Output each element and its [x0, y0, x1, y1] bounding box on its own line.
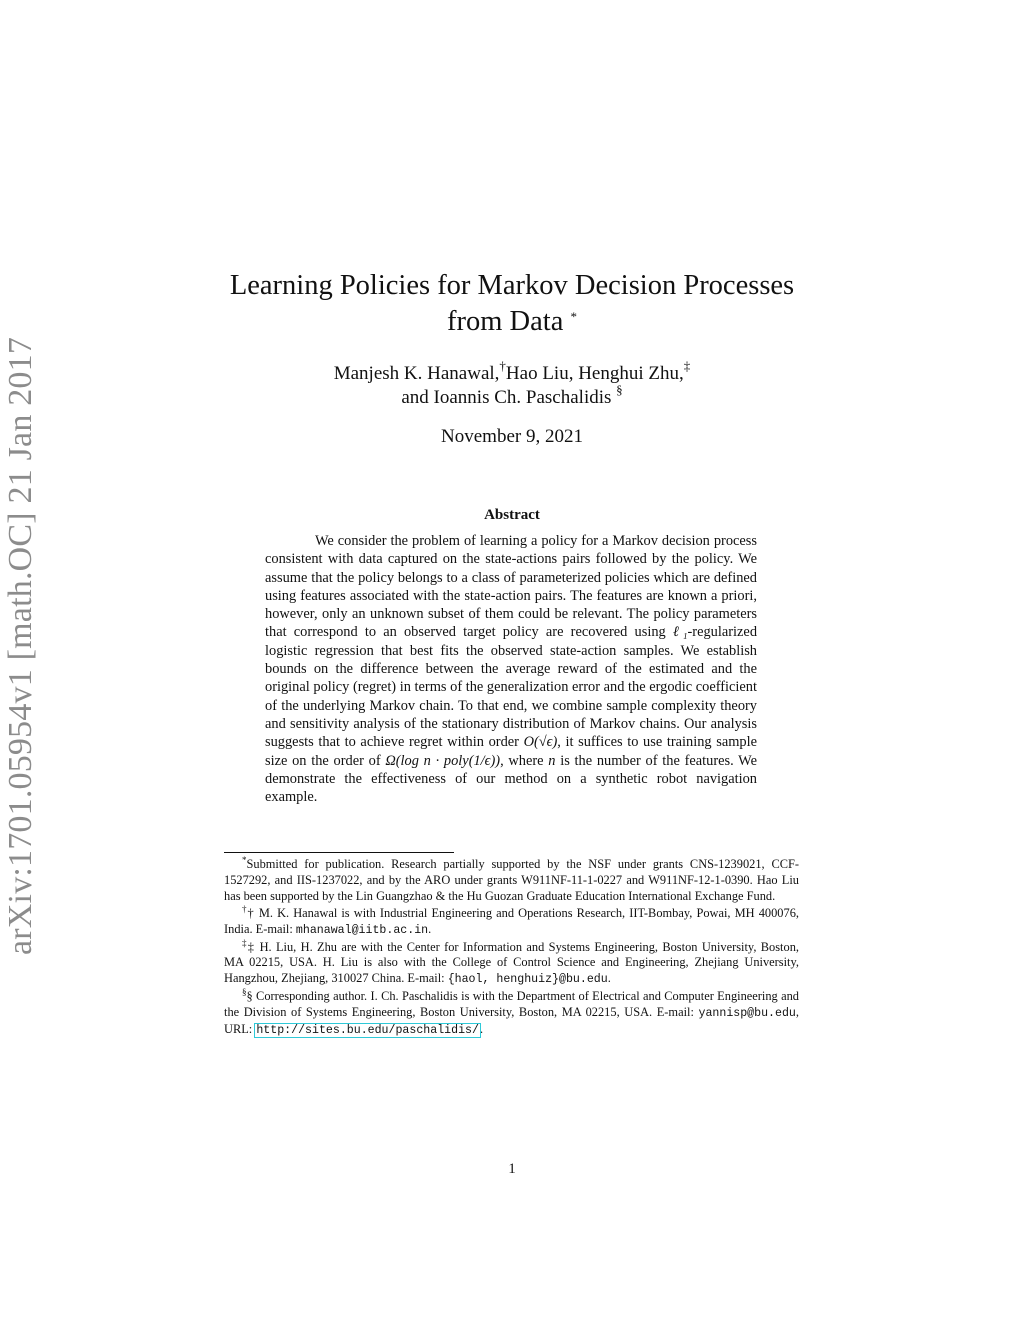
- ell1-symbol: ℓ₁: [672, 624, 688, 641]
- abstract-text-2: -regularized logistic regression that best fits the observed state-action samples. We establish bounds on the difference between the average reward of the estimated and the original policy (regret) in terms of the generalization error and the ergodic coefficient of the underlying Markov chain. To that end, we combine sample complexity theory and sensitivity analysis of the stationary distribution of Markov chains. Our analysis suggests that to achieve regret within order: [265, 624, 758, 751]
- footnote-text: Submitted for publication. Research partially supported by the NSF under grants CNS-1239021, CCF-1527292, and IIS-1237022, and by the ARO under grants W911NF-11-1-0227 and W911NF-12-1-0390. Hao Liu has been supported by the Lin Guangzhao & the Hu Guozan Graduate Education International Exchange Fund.: [224, 857, 799, 903]
- footnote-text: § Corresponding author. I. Ch. Paschalidis is with the Department of Electrical and Computer Engineering and the Division of Systems Engineering, Boston University, Boston, MA 02215, USA. E-mail:: [224, 989, 799, 1020]
- abstract-text-1: We consider the problem of learning a policy for a Markov decision process consistent with data captured on the state-actions pairs followed by the policy. We assume that the policy belongs to a class of parameterized policies which are defined using features associated with the state-action pairs. The features are known a priori, however, only an unknown subset of them could be relevant. The policy parameters that correspond to an observed target policy are recovered using: [265, 533, 757, 641]
- dagger-marker: †: [499, 358, 506, 373]
- abstract-heading: Abstract: [484, 507, 540, 523]
- author-paschalidis: and Ioannis Ch. Paschalidis: [401, 387, 612, 408]
- footnote-end: .: [428, 921, 432, 936]
- footnote-end: .: [607, 971, 611, 986]
- footnotes: [224, 857, 799, 1040]
- footnote-mark: ‡: [242, 937, 248, 948]
- email-liu-zhu[interactable]: {haol, henghuiz}@bu.edu: [447, 973, 608, 987]
- footnote-hanawal: [224, 903, 799, 939]
- email-paschalidis[interactable]: yannisp@bu.edu: [698, 1007, 796, 1021]
- footnote-text: † M. K. Hanawal is with Industrial Engineering and Operations Research, IIT-Bombay, Powai, MH 400076, India. E-mail:: [224, 905, 799, 936]
- footnote-end: .: [479, 1022, 484, 1037]
- footnote-mark: †: [242, 903, 248, 914]
- big-o-expression: O(√ϵ): [523, 734, 558, 751]
- homepage-link[interactable]: http://sites.bu.edu/paschalidis/: [256, 1024, 479, 1038]
- footnote-mark: *: [242, 855, 247, 865]
- footnote-divider: [224, 852, 454, 853]
- title-line-2: from Data: [447, 306, 564, 337]
- abstract-body: [265, 532, 757, 806]
- email-hanawal[interactable]: mhanawal@iitb.ac.in: [295, 923, 429, 937]
- paper-title: [200, 268, 824, 340]
- page-number: 1: [508, 1161, 516, 1177]
- paper-date: November 9, 2021: [441, 426, 583, 447]
- section-marker: §: [616, 382, 623, 397]
- footnote-paschalidis: [224, 989, 799, 1039]
- author-liu-zhu: Hao Liu, Henghui Zhu,: [505, 363, 684, 384]
- footnote-liu-zhu: [224, 937, 799, 989]
- abstract-text-5: is the number of the features. We demonstrate the effectiveness of our method on a synthetic robot navigation example.: [265, 752, 757, 806]
- arxiv-stamp: arXiv:1701.05954v1 [math.OC] 21 Jan 2017: [2, 336, 39, 956]
- omega-expression: Ω(log n · poly(1/ϵ)): [385, 752, 501, 769]
- double-dagger-marker: ‡: [683, 358, 691, 373]
- author-hanawal: Manjesh K. Hanawal,: [333, 363, 500, 384]
- abstract-text-3: , it suffices to use training sample size on the order of: [265, 734, 758, 769]
- footnote-text: ‡ H. Liu, H. Zhu are with the Center for Information and Systems Engineering, Boston University, Boston, MA 02215, USA. H. Liu is also with the College of Control Science and Engineering, Zhejiang University, Hangzhou, Zhejiang, 310027 China. E-mail:: [224, 939, 799, 986]
- footnote-submission: [224, 857, 799, 905]
- title-footnote-marker: *: [570, 309, 577, 324]
- footnote-mark: §: [242, 987, 247, 998]
- title-line-1: Learning Policies for Markov Decision Processes: [229, 270, 795, 301]
- abstract-text-4: , where: [500, 752, 549, 769]
- footnote-mid: , URL:: [224, 1005, 799, 1037]
- n-variable: n: [548, 752, 556, 769]
- author-list: [200, 358, 824, 410]
